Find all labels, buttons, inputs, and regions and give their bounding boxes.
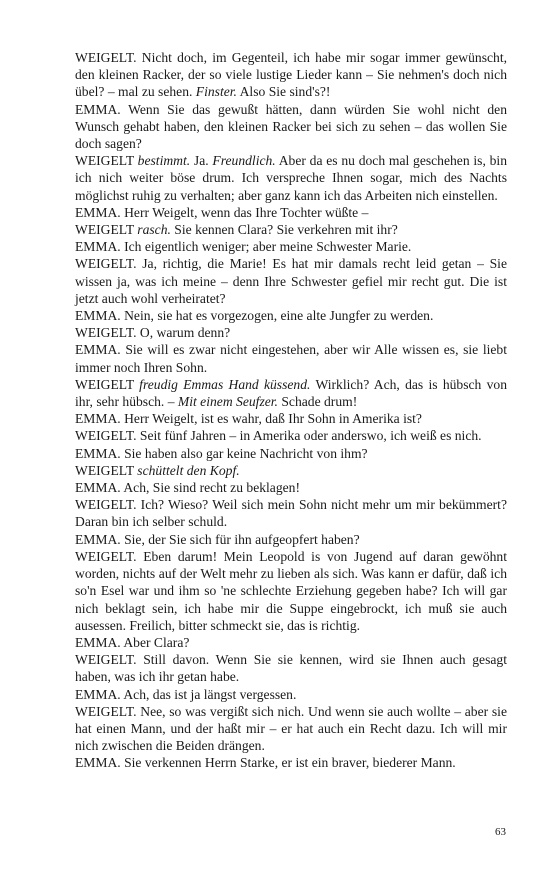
stage-direction: bestimmt. xyxy=(137,153,191,169)
dialogue-text: WEIGELT xyxy=(75,462,138,478)
dialogue-text: Ja. xyxy=(190,153,213,169)
dialogue-text: WEIGELT. Nicht doch, im Gegenteil, ich habe mir sogar immer gewünscht, den kleinen Racker, der so viele lustige Lieder kann – Sie nehmen's doch nich übel? – mal zu sehen. xyxy=(75,50,507,100)
dialogue-line xyxy=(75,548,507,634)
stage-direction: schüttelt den Kopf. xyxy=(137,462,240,478)
dialogue-line xyxy=(75,238,507,255)
dialogue-line xyxy=(75,531,507,548)
dialogue-line xyxy=(75,686,507,703)
dialogue-line xyxy=(75,462,507,479)
dialogue-text: WEIGELT. Still davon. Wenn Sie sie kennen, wird sie Ihnen auch gesagt haben, was ich ihr getan habe. xyxy=(75,652,507,685)
dialogue-text: EMMA. Ach, das ist ja längst vergessen. xyxy=(75,686,297,702)
dialogue-text: Schade drum! xyxy=(277,394,358,410)
dialogue-text: WEIGELT. Ja, richtig, die Marie! Es hat mir damals recht leid getan – Sie wissen ja, was ich meine – denn Ihre Schwester gefiel mir recht gut. Die ist jetzt auch wohl verheiratet? xyxy=(75,256,507,306)
dialogue-line xyxy=(75,324,507,341)
dialogue-text: WEIGELT. Seit fünf Jahren – in Amerika oder anderswo, ich weiß es nich. xyxy=(75,428,482,444)
dialogue-line xyxy=(75,445,507,462)
dialogue-line xyxy=(75,204,507,221)
dialogue-line xyxy=(75,221,507,238)
dialogue-text: EMMA. Herr Weigelt, wenn das Ihre Tochter wüßte – xyxy=(75,204,369,220)
stage-direction: rasch. xyxy=(137,222,171,238)
dialogue-text: Sie kennen Clara? Sie verkehren mit ihr? xyxy=(170,222,398,238)
dialogue-text: EMMA. Nein, sie hat es vorgezogen, eine alte Jungfer zu werden. xyxy=(75,308,434,324)
dialogue-line xyxy=(75,152,507,204)
stage-direction: freudig Emmas Hand küssend. xyxy=(139,376,311,392)
dialogue-text: EMMA. Herr Weigelt, ist es wahr, daß Ihr Sohn in Amerika ist? xyxy=(75,411,422,427)
stage-direction: Freundlich. xyxy=(212,153,276,169)
dialogue-text: EMMA. Sie will es zwar nicht eingestehen, aber wir Alle wissen es, sie liebt immer noch Ihren Sohn. xyxy=(75,342,507,375)
dialogue-text: WEIGELT xyxy=(75,153,138,169)
dialogue-text: Wirklich? Ach, das is hübsch von ihr, sehr hübsch. – xyxy=(75,376,507,410)
dialogue-line xyxy=(75,479,507,496)
dialogue-text: WEIGELT xyxy=(75,222,138,238)
stage-direction: Finster. xyxy=(195,84,237,100)
dialogue-line xyxy=(75,255,507,307)
dialogue-line xyxy=(75,101,507,153)
dialogue-text: EMMA. Sie, der Sie sich für ihn aufgeopfert haben? xyxy=(75,531,360,547)
dialogue-text: WEIGELT xyxy=(75,376,140,392)
page-number: 63 xyxy=(495,826,506,838)
dialogue-text: EMMA. Ach, Sie sind recht zu beklagen! xyxy=(75,480,301,496)
dialogue-line xyxy=(75,341,507,375)
dialogue-line xyxy=(75,410,507,427)
dialogue-line xyxy=(75,703,507,755)
page-text xyxy=(75,49,507,772)
dialogue-line xyxy=(75,651,507,685)
dialogue-text: WEIGELT. Ich? Wieso? Weil sich mein Sohn nicht mehr um mir bekümmert? Daran bin ich selber schuld. xyxy=(75,497,507,530)
dialogue-text: EMMA. Ich eigentlich weniger; aber meine Schwester Marie. xyxy=(75,239,412,255)
dialogue-line xyxy=(75,754,507,771)
dialogue-text: Aber da es nu doch mal geschehen is, bin ich nich weiter böse drum. Ich verspreche Ihnen sogar, mich des Nachts möglichst ruhig zu verhalten; aber ganz kann ich das Arbeiten nich einstellen. xyxy=(75,153,507,203)
stage-direction: Mit einem Seufzer. xyxy=(177,394,278,410)
dialogue-text: WEIGELT. Nee, so was vergißt sich nich. Und wenn sie auch wollte – aber sie hat einen Mann, und der haßt mir – er hat auch ein Recht dazu. Ich will mir nich zwischen die Beiden drängen. xyxy=(75,703,507,754)
dialogue-text: WEIGELT. O, warum denn? xyxy=(75,325,231,341)
dialogue-line xyxy=(75,496,507,530)
dialogue-line xyxy=(75,634,507,651)
dialogue-text: EMMA. Sie haben also gar keine Nachricht von ihm? xyxy=(75,445,368,461)
dialogue-line xyxy=(75,49,507,101)
dialogue-line xyxy=(75,427,507,444)
dialogue-text: EMMA. Wenn Sie das gewußt hätten, dann würden Sie wohl nicht den Wunsch gehabt haben, den kleinen Racker bei sich zu sehen – das wollen Sie doch sagen? xyxy=(75,101,507,152)
dialogue-text: EMMA. Sie verkennen Herrn Starke, er ist ein braver, biederer Mann. xyxy=(75,755,456,771)
dialogue-text: Also Sie sind's?! xyxy=(236,84,331,100)
dialogue-text: WEIGELT. Eben darum! Mein Leopold is von Jugend auf daran gewöhnt worden, nichts auf der Welt mehr zu lieben als sich. Was kann er dafür, daß ich so'n Esel war und ihm so 'ne schlechte Erziehung gegeben habe? Ich will gar nich beklagt sein, ich habe mir die Suppe eingebrockt, ich muß sie auch ausessen. Freilich, bitter schmeckt sie, das is richtig. xyxy=(75,548,507,633)
dialogue-line xyxy=(75,376,507,410)
dialogue-text: EMMA. Aber Clara? xyxy=(75,634,190,650)
dialogue-line xyxy=(75,307,507,324)
